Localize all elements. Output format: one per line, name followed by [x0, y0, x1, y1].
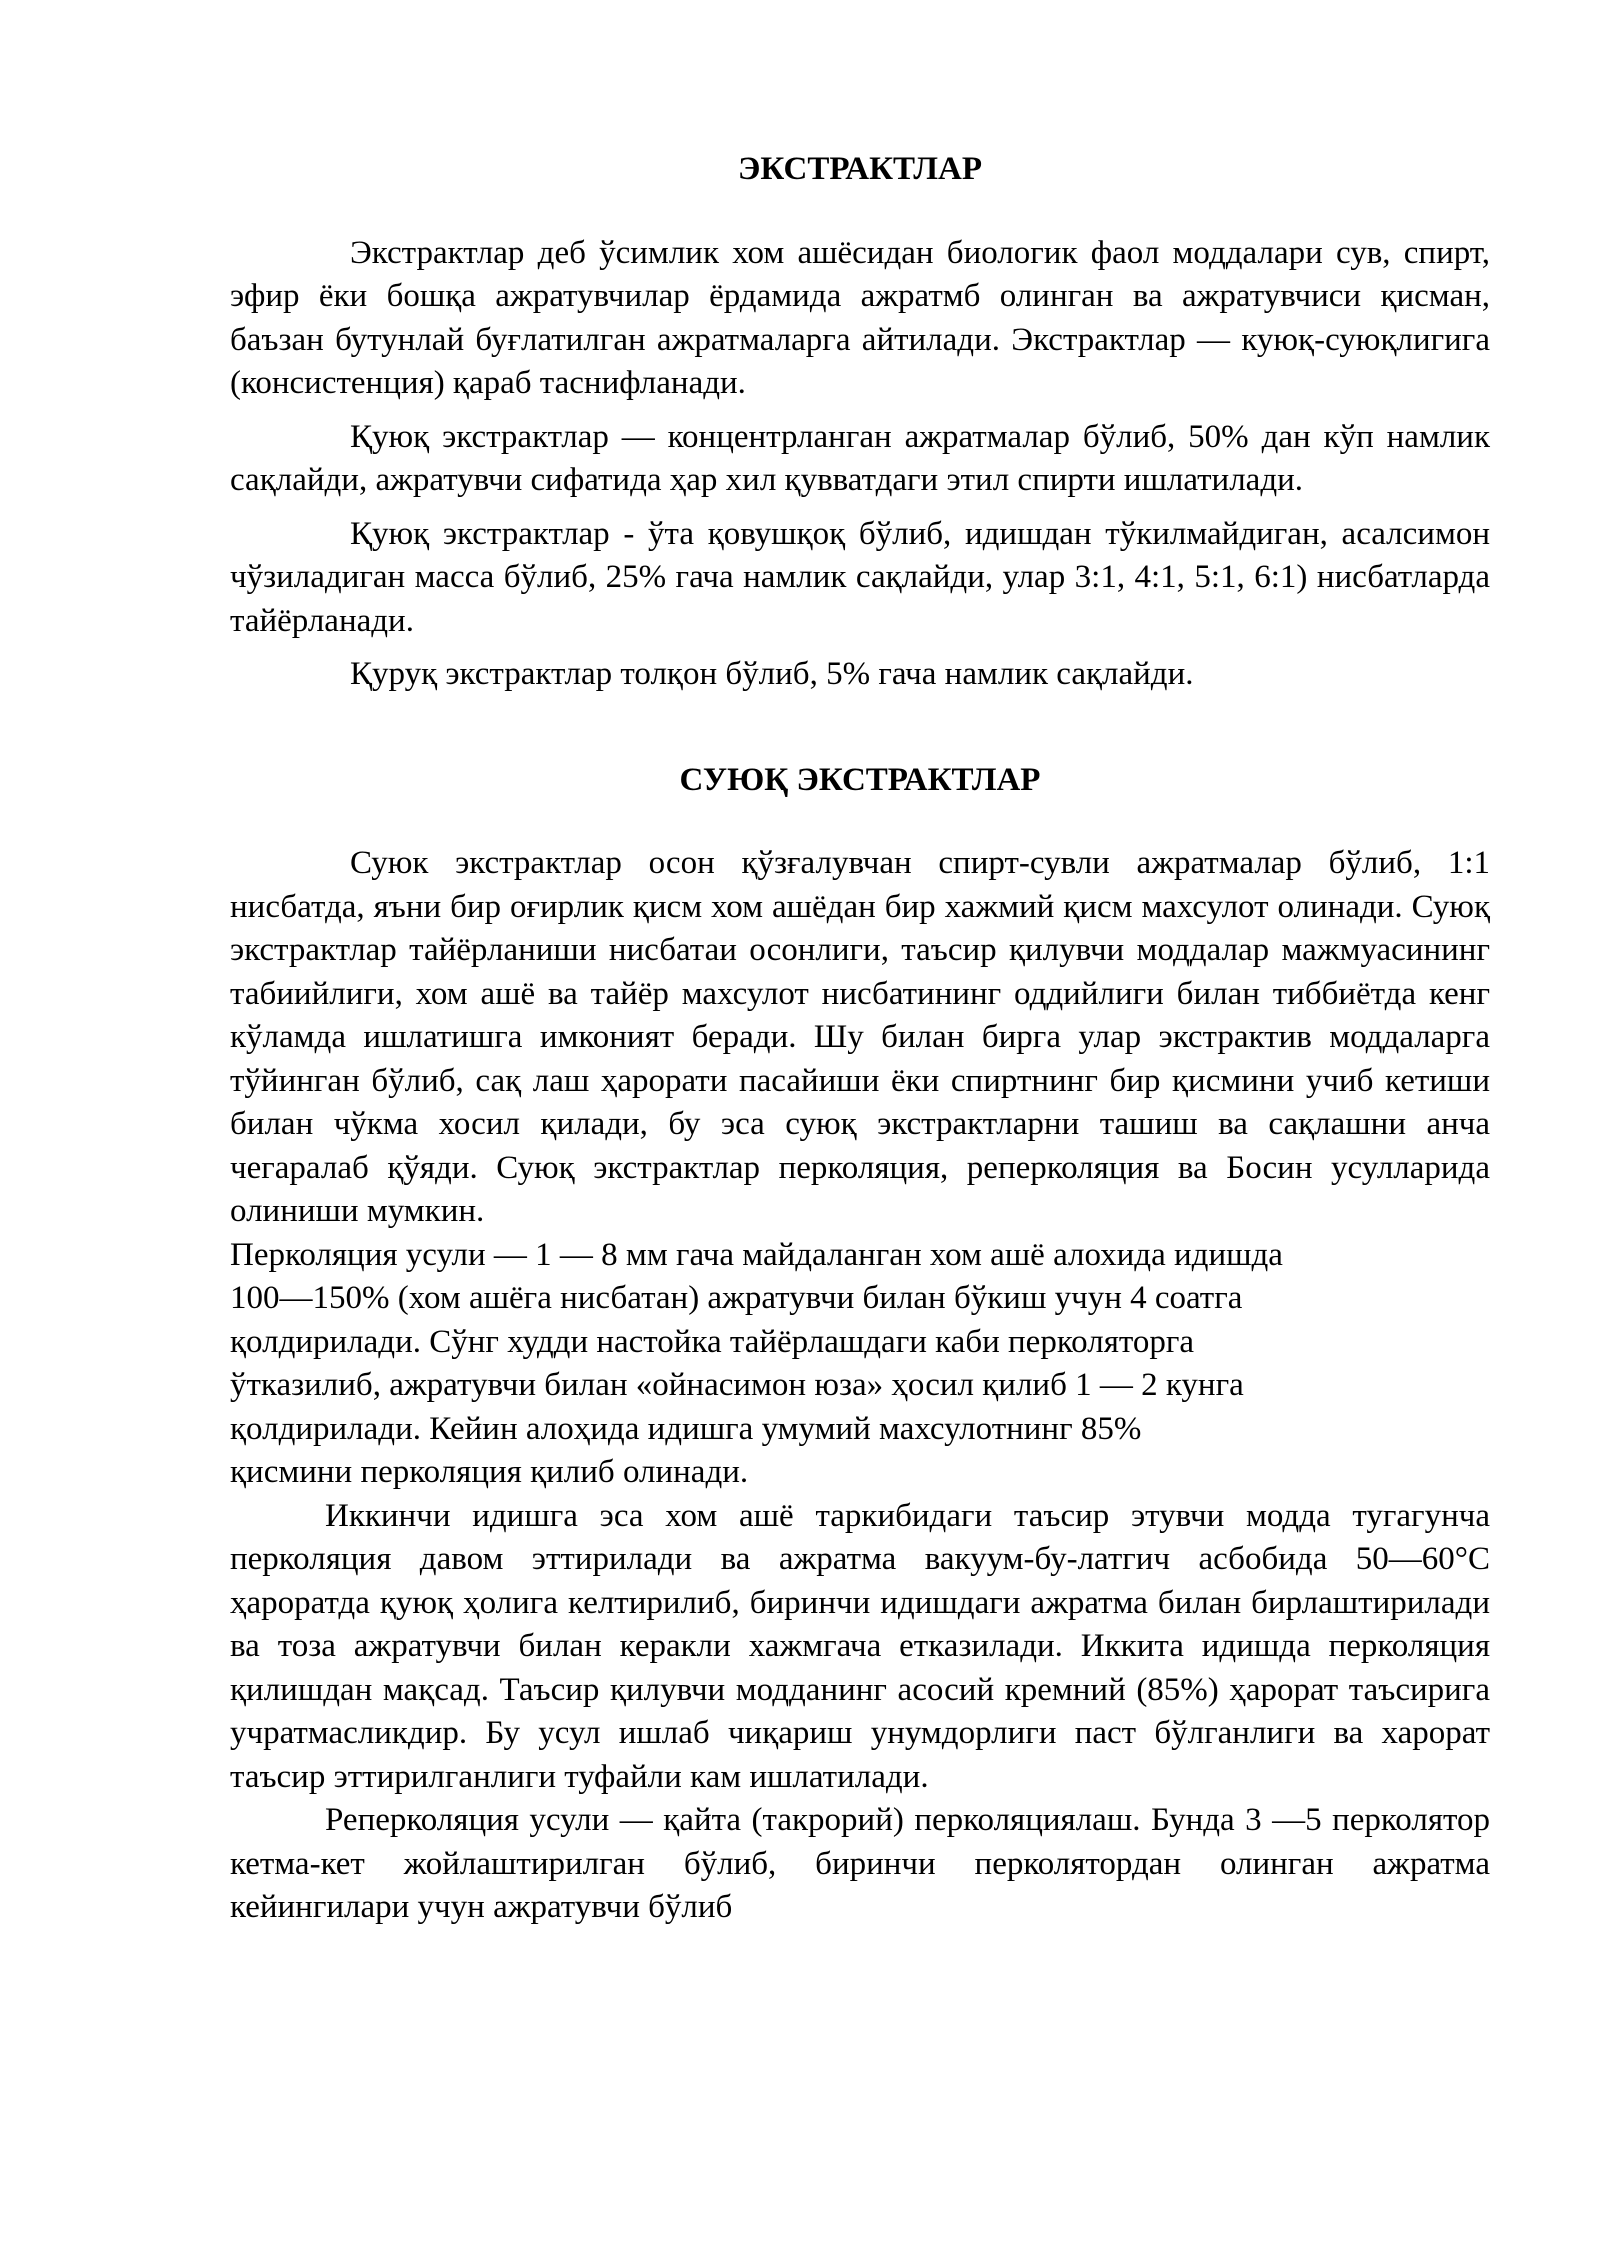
paragraph-dry-extracts: Қуруқ экстрактлар толқон бўлиб, 5% гача намлик сақлайди. [350, 656, 1194, 692]
paragraph-definition: Экстрактлар деб ўсимлик хом ашёсидан биологик фаол моддалари сув, спирт, эфир ёки бошқа ажратувчилар ёрдамида ажратмб олинган ва ажратувчиси қисман, баъзан бутунлай буғлатилган ажратмаларга айтилади. Экстрактлар — куюқ-суюқлигига (консистенция) қараб таснифланади. [230, 234, 1490, 401]
percolation-line: ўтказилиб, ажратувчи билан «ойнасимон юза» ҳосил қилиб 1 — 2 кунга [230, 1367, 1244, 1403]
percolation-line: Перколяция усули — 1 — 8 мм гача майдаланган хом ашё алохида идишда [230, 1236, 1283, 1273]
paragraph-repercolation: Реперколяция усули — қайта (такрорий) перколяциялаш. Бунда 3 —5 перколятор кетма-кет жойлаштирилган бўлиб, биринчи перколятордан олинган ажратма кейингилари учун ажратувчи бўлиб [230, 1802, 1490, 1925]
percolation-line: қисмини перколяция қилиб олинади. [230, 1454, 749, 1490]
paragraph-liquid-extracts: Суюк экстрактлар осон қўзғалувчан спирт-сувли ажратмалар бўлиб, 1:1 нисбатда, яъни бир оғирлик қисм хом ашёдан бир хажмий қисм махсулот олинади. Суюқ экстрактлар тайёрланиши нисбатаи осонлиги, таъсир қилувчи моддалар мажмуасининг табиийлиги, хом ашё ва тайёр махсулот нисбатининг оддийлиги билан тиббиётда кенг кўламда ишлатишга имконият беради. Шу билан бирга улар экстрактив моддаларга тўйинган бўлиб, сақ лаш ҳарорати пасайиши ёки спиртнинг бир қисмини учиб кетиши билан чўкма хосил қилади, бу эса суюқ экстрактларни ташиш ва сақлашни анча чегаралаб қўяди. Суюқ экстрактлар перколяция, реперколяция ва Босин усулларида олиниши мумкин. [230, 845, 1490, 1229]
heading-extracts: ЭКСТРАКТЛАР [738, 151, 982, 187]
percolation-line: 100—150% (хом ашёга нисбатан) ажратувчи билан бўкиш учун 4 соатга [230, 1280, 1243, 1316]
paragraph-second-vessel: Иккинчи идишга эса хом ашё таркибидаги таъсир этувчи модда тугагунча перколяция давом эттирилади ва ажратма вакуум-бу-латгич асбобида 50—60°С ҳароратда қуюқ ҳолига келтирилиб, биринчи идишдаги ажратма билан бирлаштирилади ва тоза ажратувчи билан керакли хажмгача етказилади. Иккита идишда перколяция қилишдан мақсад. Таъсир қилувчи модданинг асосий кремний (85%) ҳарорат таъсирига учратмасликдир. Бу усул ишлаб чиқариш унумдорлиги паст бўлганлиги ва харорат таъсир эттирилганлиги туфайли кам ишлатилади. [230, 1497, 1490, 1795]
heading-liquid-extracts: СУЮҚ ЭКСТРАКТЛАР [679, 761, 1041, 798]
paragraph-thick-extracts: Қуюқ экстрактлар — концентрланган ажратмалар бўлиб, 50% дан кўп намлик сақлайди, ажратувчи сифатида ҳар хил қувватдаги этил спирти ишлатилади. [230, 418, 1490, 498]
percolation-line: қолдирилади. Кейин алоҳида идишга умумий махсулотнинг 85% [230, 1410, 1142, 1447]
paragraph-percolation [230, 1234, 1490, 1495]
percolation-line: қолдирилади. Сўнг худди настойка тайёрлашдаги каби перколяторга [230, 1323, 1195, 1360]
paragraph-viscous-extracts: Қуюқ экстрактлар - ўта қовушқоқ бўлиб, идишдан тўкилмайдиган, асалсимон чўзиладиган масса бўлиб, 25% гача намлик сақлайди, улар 3:1, 4:1, 5:1, 6:1) нисбатларда тайёрланади. [230, 515, 1490, 639]
document-page [230, 148, 1490, 1930]
